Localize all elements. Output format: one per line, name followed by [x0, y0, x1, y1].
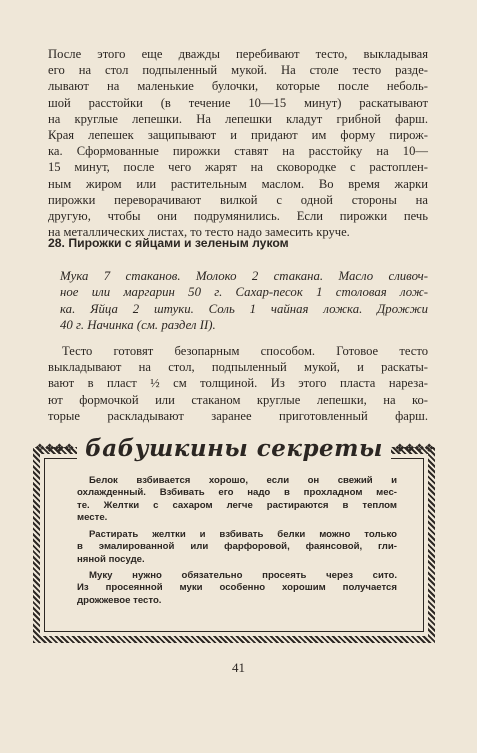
tip-line: дрожжевое тесто.: [77, 594, 162, 606]
text-line: на металлических листах, то тесто надо замесить круче.: [48, 225, 350, 240]
tip-line: няной посуде.: [77, 553, 145, 565]
ingredients-line: Мука 7 стаканов. Молоко 2 стакана. Масло сливоч-: [60, 269, 428, 283]
text-line: шой расстойки (в течение 10—15 минут) раскатывают: [48, 95, 428, 110]
ingredients-line: ное или маргарин 50 г. Сахар-песок 1 столовая лож-: [60, 285, 428, 300]
tip-line: месте.: [77, 512, 108, 524]
text-line: Края лепешек защипывают и придают им форму пирож-: [48, 128, 428, 143]
page-number: 41: [232, 660, 245, 675]
text-line: ка. Сформованные пирожки ставят на расстойку на 10—: [48, 144, 428, 159]
ornament-icon: ❖❖❖❖: [394, 441, 434, 455]
secrets-box: [33, 433, 435, 643]
text-line: пирожки переворачивают вилкой с одной стороны на: [48, 192, 428, 207]
recipe-title: 28. Пирожки с яйцами и зеленым луком: [48, 236, 289, 250]
text-line: другую, чтобы они подрумянились. Если пирожки печь: [48, 209, 428, 224]
secrets-box-title: бабушкины секреты: [85, 434, 383, 462]
intro-paragraph: [48, 46, 428, 240]
ornament-icon: ❖❖❖❖: [34, 441, 74, 455]
recipe-ingredients: [60, 268, 428, 333]
recipe-method: [48, 343, 428, 424]
tip-line: Белок взбивается хорошо, если он свежий и: [89, 475, 397, 486]
method-line: выкладывают на стол, подпыленный мукой, и раскаты-: [48, 360, 428, 375]
tip-line: те. Желтки с сахаром легче растираются в теплом: [77, 499, 397, 511]
text-line: лывают на маленькие булочки, которые после неболь-: [48, 79, 428, 94]
tip-paragraph: [77, 529, 397, 566]
tip-line: Муку нужно обязательно просеять через сито.: [89, 570, 397, 581]
ingredients-line: ка. Яйца 2 штуки. Соль 1 чайная ложка. Дрожжи: [60, 301, 428, 316]
method-line: Тесто готовят безопарным способом. Готовое тесто: [62, 344, 428, 358]
method-line: вают в пласт ½ см толщиной. Из этого пласта нареза-: [48, 376, 428, 391]
tip-line: в эмалированной или фарфоровой, фаянсовой, гли-: [77, 541, 397, 553]
tip-line: Из просеянной муки особенно хорошим получается: [77, 582, 397, 594]
ingredients-line: 40 г. Начинка (см. раздел II).: [60, 317, 216, 332]
text-line: После этого еще дважды перебивают тесто, выкладывая: [48, 47, 428, 61]
method-line: ют формочкой или стаканом круглые лепешки, на ко-: [48, 392, 428, 407]
tip-paragraph: [77, 570, 397, 607]
text-line: 15 минут, после чего жарят на сковородке с растоплен-: [48, 160, 428, 175]
text-line: на круглые лепешки. На лепешки кладут грибной фарш.: [48, 111, 428, 126]
tip-line: охлажденный. Взбивать его надо в прохладном мес-: [77, 487, 397, 499]
text-line: его на стол подпыленный мукой. На столе тесто разде-: [48, 63, 428, 78]
tip-line: Растирать желтки и взбивать белки можно только: [89, 529, 397, 540]
tip-paragraph: [77, 475, 397, 525]
method-line: торые раскладывают заранее приготовленный фарш.: [48, 408, 428, 423]
text-line: ным жиром или растительным маслом. Во время жарки: [48, 176, 428, 191]
